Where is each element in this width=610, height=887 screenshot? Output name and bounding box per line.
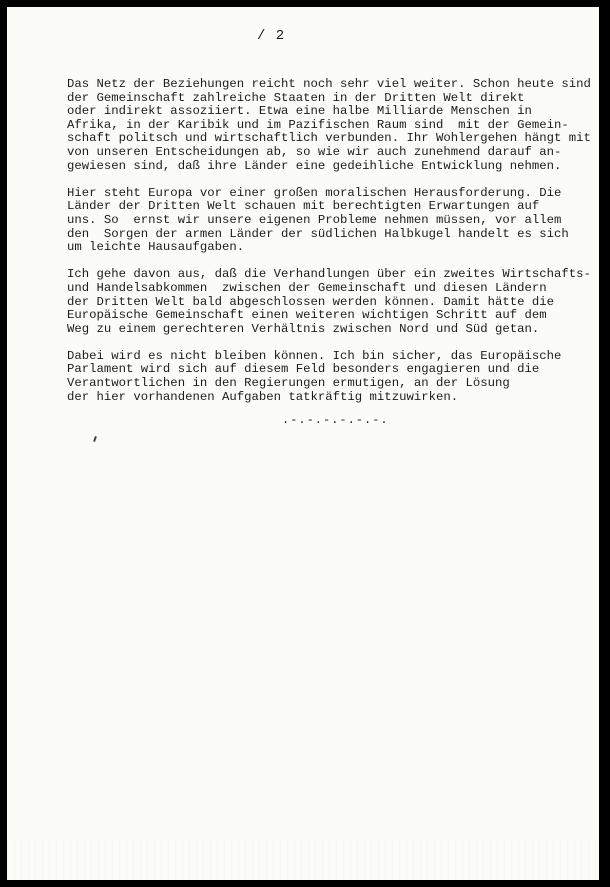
text-line: um leichte Hausaufgaben.	[67, 240, 245, 255]
text-line: Dabei wird es nicht bleiben können. Ich bin sicher, das Europäische	[67, 348, 562, 363]
text-line: gewiesen sind, daß ihre Länder eine gedeihliche Entwicklung nehmen.	[67, 158, 562, 173]
document-page	[7, 7, 599, 880]
text-line: Hier steht Europa vor einer großen moralischen Herausforderung. Die	[67, 185, 562, 200]
text-line: den Sorgen der armen Länder der südlichen Halbkugel handelt es sich	[67, 226, 569, 241]
paragraph-2	[67, 187, 597, 255]
text-line: Länder der Dritten Welt schauen mit berechtigten Erwartungen auf	[67, 199, 540, 214]
text-line: Europäische Gemeinschaft einen weiteren wichtigen Schritt auf dem	[67, 308, 547, 323]
scan-noise	[7, 840, 599, 880]
text-line: der hier vorhandenen Aufgaben tatkräftig mitzuwirken.	[67, 389, 459, 404]
scan-speck	[93, 436, 97, 442]
section-separator: .-.-.-.-.-.-.	[282, 413, 389, 427]
text-line: Parlament wird sich auf diesem Feld besonders engagieren und die	[67, 362, 540, 377]
text-line: uns. So ernst wir unsere eigenen Probleme nehmen müssen, vor allem	[67, 212, 562, 227]
page-number: / 2	[257, 28, 286, 44]
text-line: Verantwortlichen in den Regierungen ermutigen, an der Lösung	[67, 376, 510, 391]
text-line: Das Netz der Beziehungen reicht noch sehr viel weiter. Schon heute sind	[67, 77, 591, 91]
text-line: Weg zu einem gerechteren Verhältnis zwischen Nord und Süd getan.	[67, 321, 540, 336]
text-line: schaft politsch und wirtschaftlich verbunden. Ihr Wohlergehen hängt mit	[67, 131, 591, 146]
text-line: von unseren Entscheidungen ab, so wie wir auch zunehmend darauf an-	[67, 144, 562, 159]
text-line: Afrika, in der Karibik und im Pazifischen Raum sind mit der Gemein-	[67, 117, 569, 132]
text-line: oder indirekt assoziiert. Etwa eine halbe Milliarde Menschen in	[67, 104, 532, 119]
text-line: der Gemeinschaft zahlreiche Staaten in der Dritten Welt direkt	[67, 90, 525, 105]
paragraph-4	[67, 350, 597, 404]
body-text	[67, 78, 597, 418]
text-line: der Dritten Welt bald abgeschlossen werden können. Damit hätte die	[67, 294, 555, 309]
text-line: und Handelsabkommen zwischen der Gemeinschaft und diesen Ländern	[67, 280, 547, 295]
text-line: Ich gehe davon aus, daß die Verhandlungen über ein zweites Wirtschafts-	[67, 267, 591, 282]
paragraph-1	[67, 78, 597, 173]
paragraph-3	[67, 268, 597, 336]
